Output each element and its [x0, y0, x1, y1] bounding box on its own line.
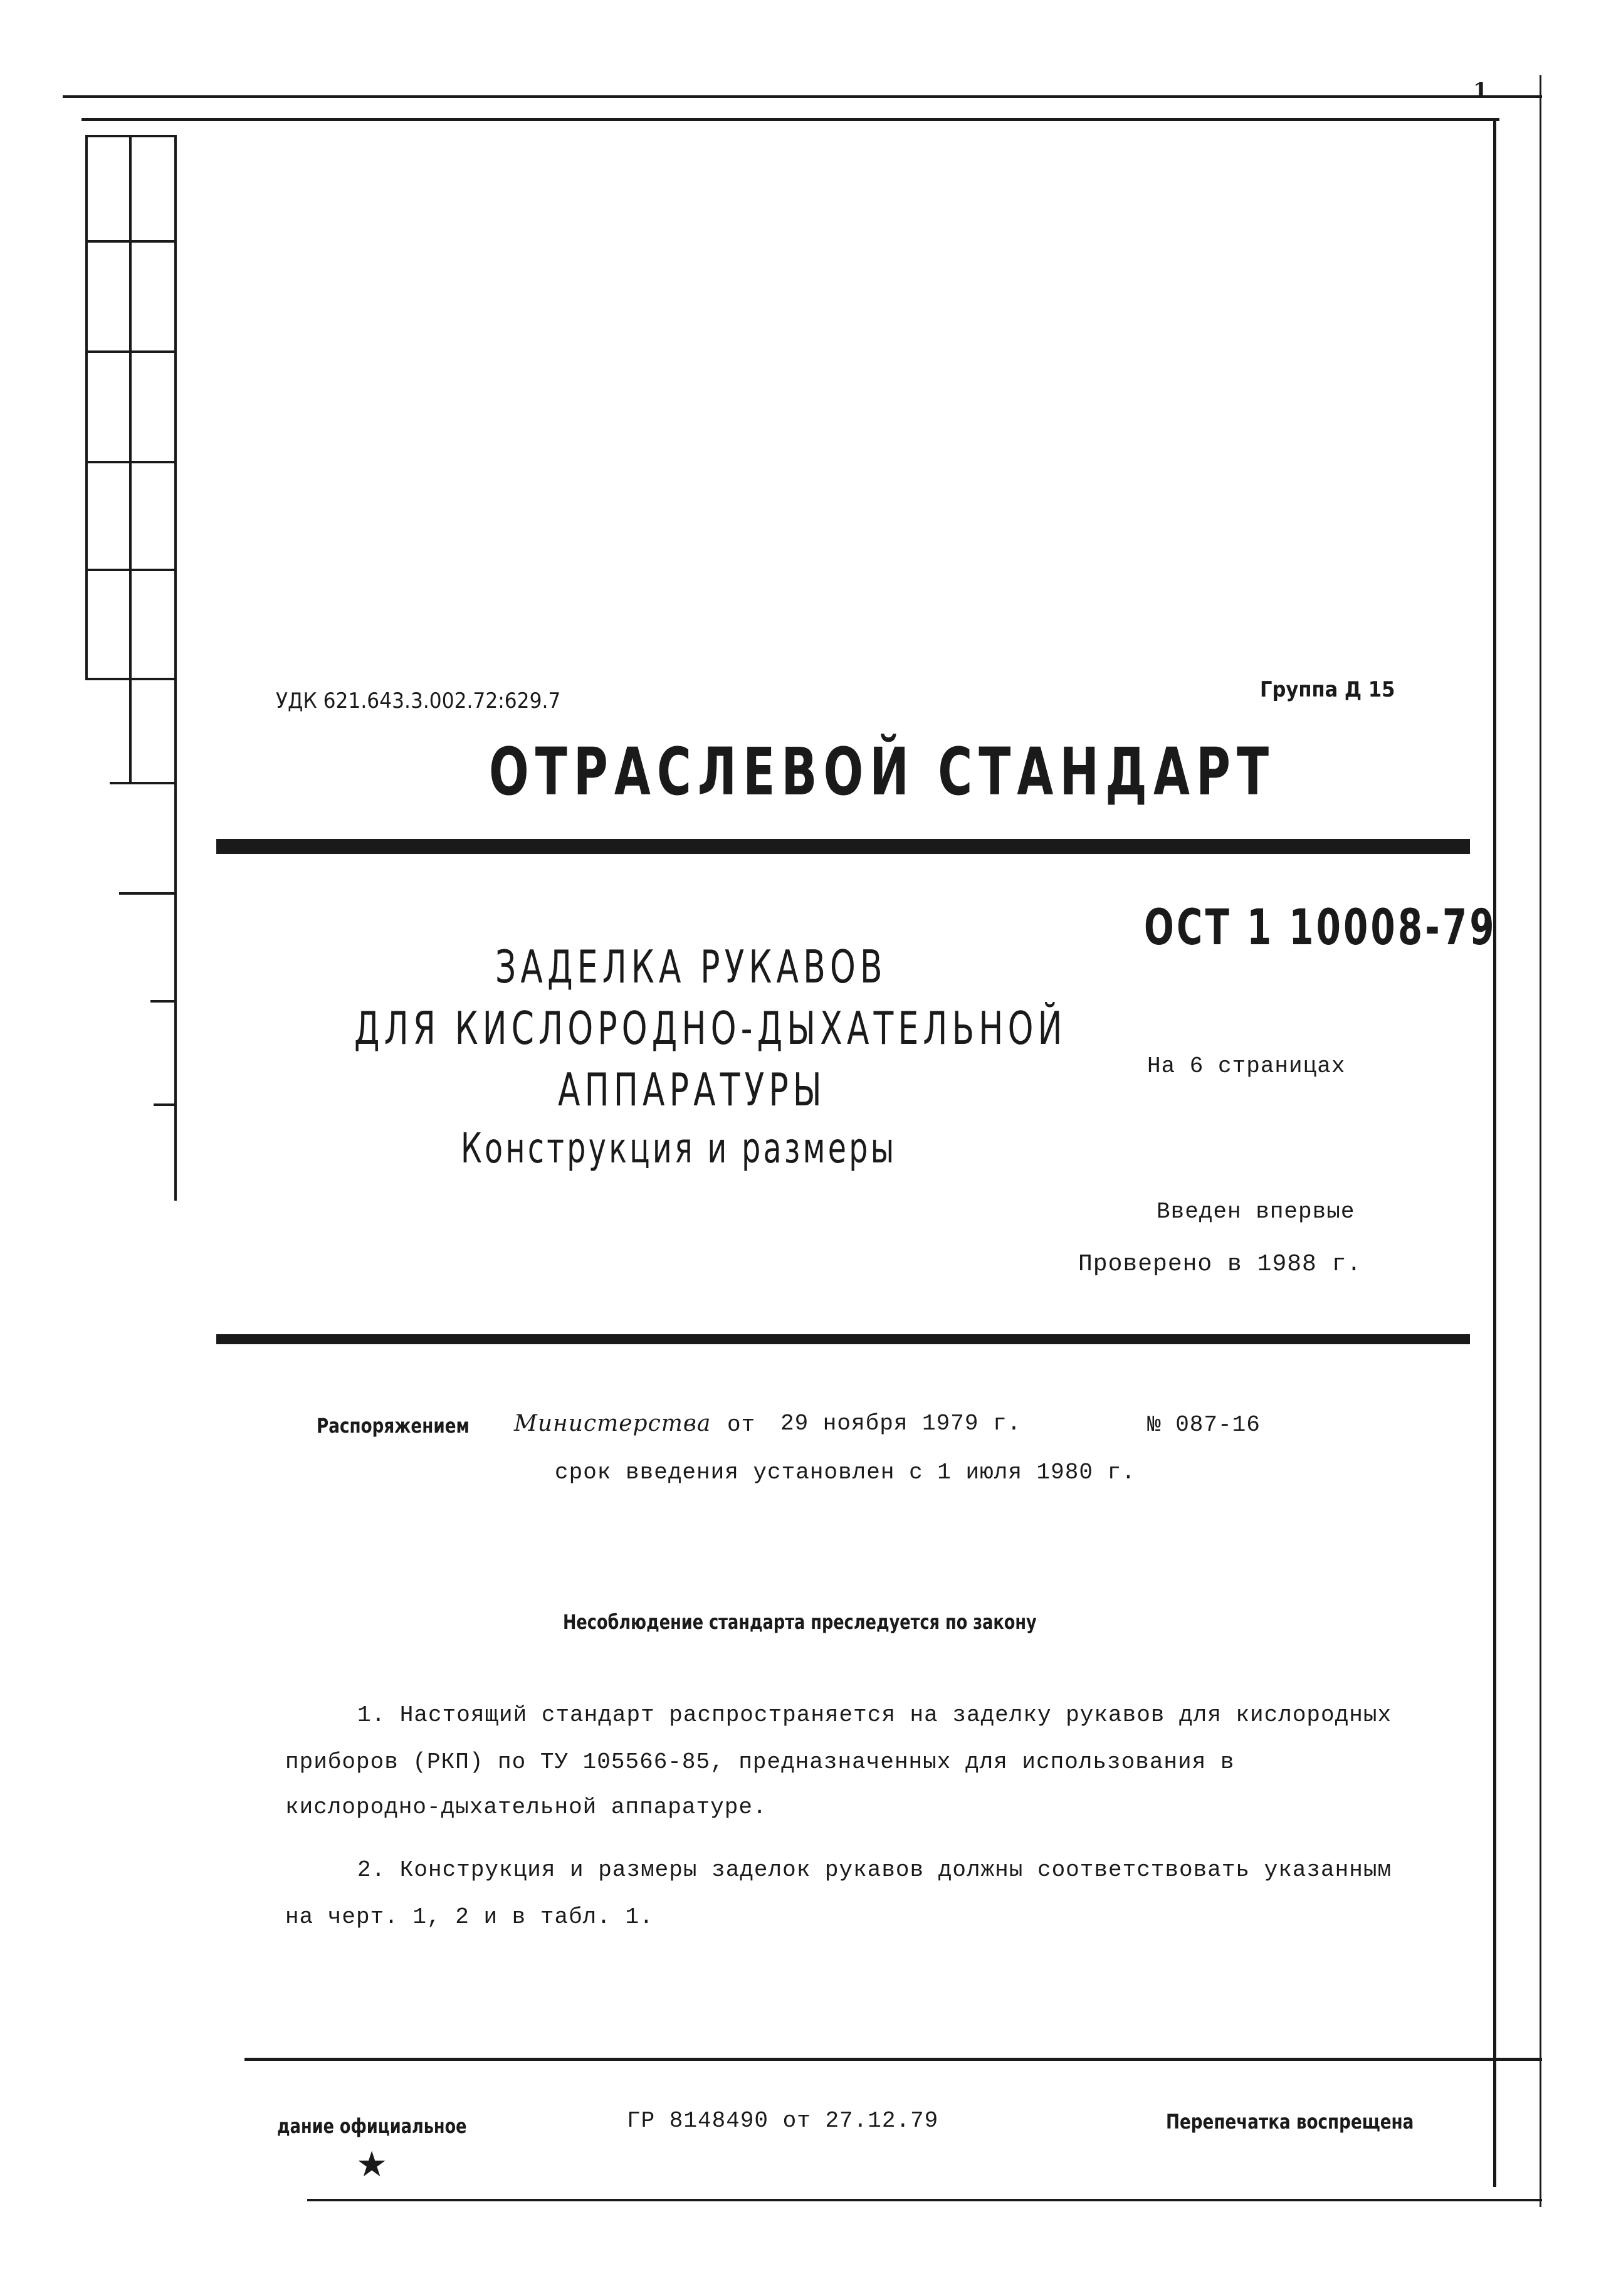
top-border-line — [63, 95, 1542, 98]
paragraph-1-line-3: кислородно-дыхательной аппаратуре. — [285, 1794, 767, 1820]
stamp-cell — [129, 678, 177, 784]
stamp-cell — [129, 461, 177, 571]
order-date: 29 ноября 1979 г. — [780, 1411, 1022, 1436]
order-ministry: Министерства — [514, 1411, 711, 1436]
stamp-tick — [119, 892, 177, 895]
stamp-cell — [85, 135, 132, 243]
introduced-note: Введен впервые — [1157, 1199, 1355, 1224]
stamp-tick — [110, 782, 177, 784]
stamp-cell — [85, 240, 132, 353]
checked-note: Проверено в 1988 г. — [1078, 1251, 1362, 1278]
stamp-cell — [85, 350, 132, 463]
stamp-cell — [85, 569, 132, 680]
stamp-cell — [129, 350, 177, 463]
reprint-prohibited: Перепечатка воспрещена — [1166, 2110, 1414, 2134]
subject-line-2: ДЛЯ КИСЛОРОДНО-ДЫХАТЕЛЬНОЙ — [354, 1002, 1067, 1055]
star-icon: ★ — [356, 2144, 388, 2185]
paragraph-1-line-1: 1. Настоящий стандарт распространяется на заделку рукавов для кислородных — [357, 1702, 1392, 1728]
info-rule — [216, 1334, 1470, 1344]
frame-top-line — [81, 118, 1499, 121]
subject-line-1: ЗАДЕЛКА РУКАВОВ — [495, 940, 887, 993]
title-rule — [216, 839, 1470, 854]
pages-info: На 6 страницах — [1147, 1053, 1346, 1079]
stamp-tick — [154, 1103, 177, 1106]
paragraph-2-line-2: на черт. 1, 2 и в табл. 1. — [285, 1904, 654, 1930]
subject-line-3: АППАРАТУРЫ — [558, 1063, 826, 1116]
warning-text: Несоблюдение стандарта преследуется по закону — [563, 1610, 1037, 1634]
official-edition: дание официальное — [277, 2114, 467, 2138]
outer-right-line — [1540, 75, 1541, 2207]
standard-number: ОСТ 1 10008-79 — [1144, 900, 1497, 956]
order-number: № 087-16 — [1147, 1412, 1261, 1438]
frame-right-line — [1493, 118, 1496, 2187]
page-number: 1 — [1473, 78, 1488, 103]
order-term: срок введения установлен с 1 июля 1980 г. — [555, 1460, 1136, 1485]
stamp-cell — [85, 461, 132, 571]
stamp-tick — [150, 1000, 177, 1003]
stamp-cell — [129, 569, 177, 680]
stamp-cell — [129, 135, 177, 243]
registration-number: ГР 8148490 от 27.12.79 — [627, 2108, 939, 2134]
group-label: Группа Д 15 — [1260, 677, 1395, 702]
paragraph-2-line-1: 2. Конструкция и размеры заделок рукавов должны соответствовать указанным — [357, 1857, 1392, 1883]
footer-top-rule — [244, 2058, 1542, 2061]
footer-bottom-rule — [307, 2199, 1542, 2201]
paragraph-1-line-2: приборов (РКП) по ТУ 105566-85, предназначенных для использования в — [285, 1749, 1235, 1775]
subject-line-4: Конструкция и размеры — [461, 1124, 897, 1172]
udk-code: УДК 621.643.3.002.72:629.7 — [276, 688, 561, 714]
stamp-cell — [129, 240, 177, 353]
page-title: ОТРАСЛЕВОЙ СТАНДАРТ — [489, 734, 1276, 810]
order-label: Распоряжением — [317, 1414, 470, 1438]
order-from: от — [727, 1412, 756, 1438]
